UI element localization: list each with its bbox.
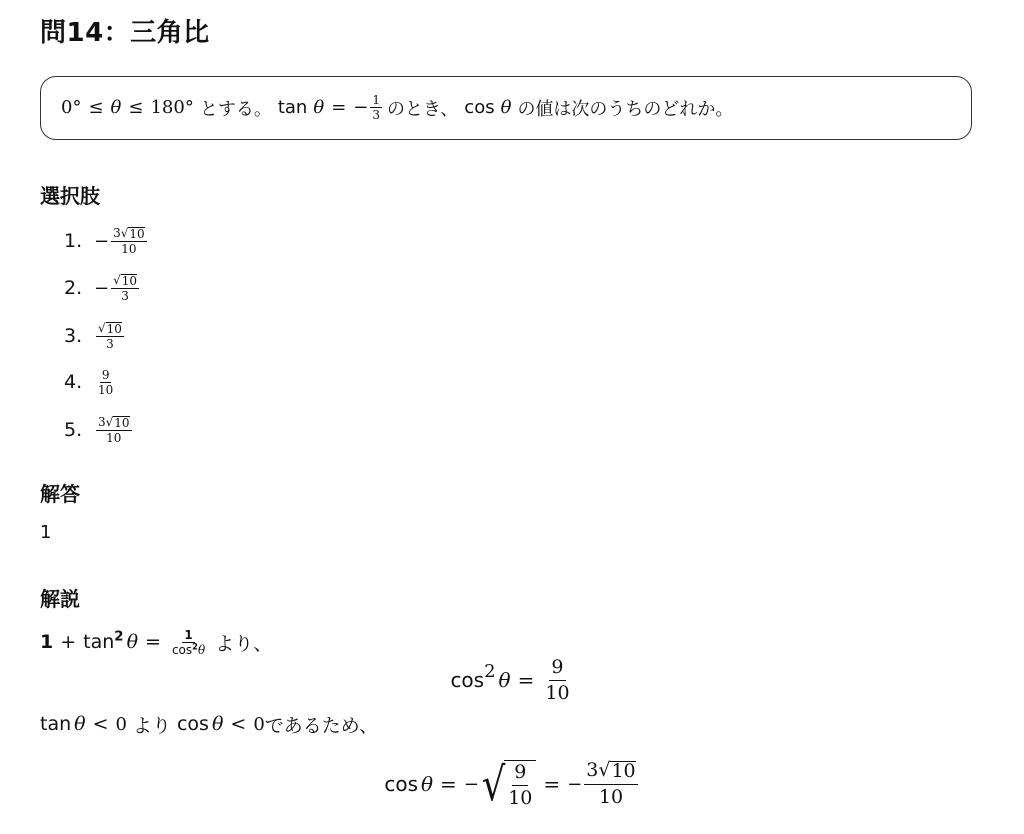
- le-sign-2: ≤: [128, 97, 144, 118]
- display-numerator: 9: [549, 658, 565, 681]
- cos-function: cos: [176, 713, 209, 735]
- zero-value-2: 0: [253, 713, 265, 735]
- choice-item-4[interactable]: [64, 364, 117, 400]
- radical-sign: √: [481, 757, 506, 811]
- theta-symbol: θ: [126, 631, 139, 653]
- choice-denominator: 10: [121, 242, 137, 257]
- display-denominator: 10: [545, 681, 570, 704]
- result-denominator: 10: [598, 786, 624, 809]
- choice-item-3[interactable]: [64, 318, 126, 354]
- identity-denominator: $\cos^2\theta$: [171, 640, 206, 657]
- given-numerator: 1: [372, 93, 381, 107]
- choice-radicand: 10: [129, 226, 145, 241]
- choice-number: 2.: [64, 277, 83, 299]
- page-title: 問14：三角比: [40, 18, 210, 48]
- theta-symbol: θ: [421, 772, 434, 796]
- explanation-sign-line: [40, 706, 378, 742]
- choice-number: 3.: [64, 325, 83, 347]
- result-fraction: 3 √ 10 10: [586, 758, 636, 809]
- radical-fraction: [506, 763, 534, 808]
- given-fraction: [370, 94, 382, 121]
- choice-coefficient: 3: [113, 225, 121, 240]
- choice-denominator: 3: [121, 289, 129, 304]
- minus-sign: −: [353, 97, 369, 118]
- choice-fraction: 3 √ 10 10: [98, 414, 130, 446]
- equals-sign: =: [517, 668, 535, 692]
- identity-numerator: 1: [184, 627, 193, 642]
- choice-radicand: 10: [106, 321, 122, 336]
- result-radicand: 10: [611, 759, 636, 782]
- explanation-heading: 解説: [40, 587, 80, 611]
- choice-item-2[interactable]: [64, 270, 141, 306]
- result-coefficient: 3: [586, 758, 599, 781]
- range-upper: 180°: [150, 97, 194, 118]
- choice-number: 4.: [64, 371, 83, 393]
- choice-numerator: 9: [101, 367, 110, 382]
- choice-item-1[interactable]: [64, 223, 149, 259]
- cos-function: cos: [384, 772, 418, 796]
- theta-symbol-2: θ: [211, 713, 224, 735]
- choice-number: 5.: [64, 419, 83, 441]
- plus-sign: +: [60, 631, 77, 653]
- choice-denominator: 10: [106, 431, 122, 446]
- choice-radicand: 10: [114, 415, 130, 430]
- le-sign-1: ≤: [88, 97, 104, 118]
- square-root: [479, 757, 537, 811]
- cos-function: $\cos^2$: [450, 661, 496, 692]
- theta-symbol: θ: [74, 713, 86, 735]
- choice-item-5[interactable]: [64, 412, 134, 448]
- radical-numerator: 9: [512, 763, 528, 786]
- choice-fraction: √ 10 3: [98, 320, 122, 352]
- cos-function: cos: [464, 97, 495, 118]
- choice-fraction: √ 10 3: [113, 272, 138, 304]
- given-denominator: 3: [372, 108, 381, 122]
- question-text-1: とする。: [199, 98, 272, 120]
- choice-denominator: 10: [98, 382, 114, 397]
- theta-symbol: θ: [110, 97, 122, 118]
- less-than-sign: <: [92, 713, 109, 735]
- equals-sign: =: [331, 97, 347, 118]
- choices-heading: 選択肢: [40, 184, 100, 208]
- question-text-3: の値は次のうちのどれか。: [517, 98, 734, 120]
- answer-value: 1: [40, 522, 52, 543]
- tan-function: tan: [277, 97, 308, 118]
- choice-sign: −: [94, 277, 110, 299]
- question-text-2: のとき、: [387, 98, 459, 120]
- explanation-text-mid: より: [132, 714, 171, 737]
- identity-fraction: [170, 629, 207, 656]
- range-lower: 0°: [61, 97, 82, 118]
- choice-radicand: 10: [121, 273, 138, 288]
- choice-fraction: 3 √ 10 10: [113, 225, 145, 257]
- choice-denominator: 3: [106, 337, 114, 352]
- theta-symbol-3: θ: [500, 97, 512, 118]
- explanation-text-1: より、: [215, 632, 273, 655]
- identity-one: 1: [40, 631, 54, 653]
- tan-function: tan: [40, 713, 72, 735]
- answer-heading: 解答: [40, 482, 80, 506]
- choice-coefficient: 3: [98, 414, 106, 429]
- less-than-sign-2: <: [230, 713, 247, 735]
- equals-sign: =: [440, 772, 457, 796]
- choice-fraction: [96, 369, 115, 396]
- theta-symbol-2: θ: [313, 97, 325, 118]
- display-equation-2: [0, 752, 1024, 816]
- explanation-text-2: であるため、: [264, 714, 379, 737]
- zero-value: 0: [115, 713, 127, 735]
- choice-sign: −: [94, 230, 110, 252]
- question-box: [40, 76, 972, 140]
- display-equation-1: [0, 654, 1024, 706]
- radical-denominator: 10: [508, 787, 533, 809]
- display-fraction: [543, 655, 571, 704]
- equals-sign: =: [145, 631, 161, 653]
- theta-symbol: θ: [498, 668, 511, 692]
- choice-number: 1.: [64, 230, 83, 252]
- minus-sign: −: [463, 773, 479, 795]
- tan-function: $\tan^2$: [83, 629, 124, 653]
- minus-sign-2: −: [567, 773, 583, 795]
- question-text: [61, 77, 733, 138]
- equals-sign-2: =: [543, 772, 561, 796]
